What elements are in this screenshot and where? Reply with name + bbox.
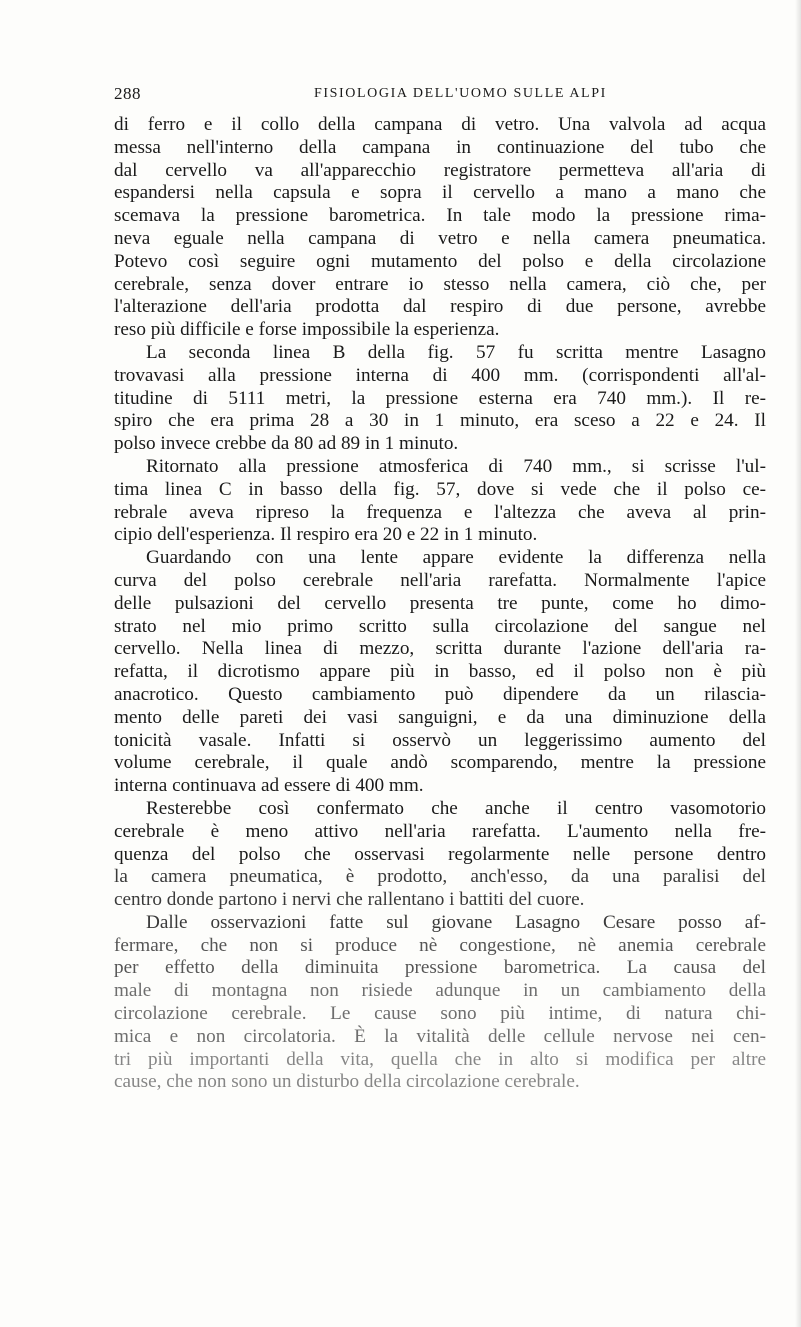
text-line: di ferro e il collo della campana di vetro. Una valvola ad acqua	[114, 114, 766, 135]
text-line: trovavasi alla pressione interna di 400 mm. (corrispondenti all'al-	[114, 364, 766, 386]
text-line: per effetto della diminuita pressione barometrica. La causa del	[114, 957, 766, 979]
body-text	[114, 114, 766, 1094]
text-line: interna continuava ad essere di 400 mm.	[114, 775, 424, 797]
text-line: refatta, il dicrotismo appare più in basso, ed il polso non è più	[114, 661, 766, 683]
text-line: titudine di 5111 metri, la pressione esterna era 740 mm.). Il re-	[114, 387, 766, 409]
paragraph	[114, 342, 766, 456]
paragraph	[114, 912, 766, 1094]
text-line: Guardando con una lente appare evidente la differenza nella	[146, 547, 766, 569]
text-line: reso più difficile e forse impossibile la esperienza.	[114, 319, 500, 341]
text-line: anacrotico. Questo cambiamento può dipendere da un rilascia-	[114, 683, 766, 705]
text-line: dal cervello va all'apparecchio registratore permetteva all'aria di	[114, 159, 766, 181]
text-line: l'alterazione dell'aria prodotta dal respiro di due persone, avrebbe	[114, 296, 766, 318]
text-line: Potevo così seguire ogni mutamento del polso e della circolazione	[114, 250, 766, 272]
text-line: cipio dell'esperienza. Il respiro era 20 e 22 in 1 minuto.	[114, 524, 538, 546]
paragraph	[114, 547, 766, 798]
text-line: espandersi nella capsula e sopra il cervello a mano a mano che	[114, 182, 766, 204]
text-line: cerebrale, senza dover entrare io stesso nella camera, ciò che, per	[114, 273, 766, 295]
paragraph	[114, 114, 766, 342]
page-header	[114, 84, 764, 108]
text-line: Ritornato alla pressione atmosferica di 740 mm., si scrisse l'ul-	[146, 455, 766, 477]
text-line: cerebrale è meno attivo nell'aria rarefatta. L'aumento nella fre-	[114, 820, 766, 842]
text-line: tima linea C in basso della fig. 57, dove si vede che il polso ce-	[114, 478, 766, 500]
paragraph	[114, 798, 766, 912]
text-line: strato nel mio primo scritto sulla circolazione del sangue nel	[114, 615, 766, 637]
text-line: male di montagna non risiede adunque in un cambiamento della	[114, 980, 766, 1002]
text-line: cervello. Nella linea di mezzo, scritta durante l'azione dell'aria ra-	[114, 638, 766, 660]
text-line: centro donde partono i nervi che rallentano i battiti del cuore.	[114, 889, 585, 911]
text-line: delle pulsazioni del cervello presenta tre punte, come ho dimo-	[114, 592, 766, 614]
text-line: cause, che non sono un disturbo della circolazione cerebrale.	[114, 1071, 580, 1093]
text-line: la camera pneumatica, è prodotto, anch'esso, da una paralisi del	[114, 866, 766, 888]
text-line: mento delle pareti dei vasi sanguigni, e da una diminuzione della	[114, 706, 766, 728]
paragraph	[114, 456, 766, 547]
text-line: mica e non circolatoria. È la vitalità delle cellule nervose nei cen-	[114, 1025, 766, 1047]
text-line: Resterebbe così confermato che anche il centro vasomotorio	[146, 797, 766, 819]
text-line: tonicità vasale. Infatti si osservò un leggerissimo aumento del	[114, 729, 766, 751]
text-line: spiro che era prima 28 a 30 in 1 minuto, era sceso a 22 e 24. Il	[114, 410, 766, 432]
page-number: 288	[114, 84, 141, 103]
text-line: rebrale aveva ripreso la frequenza e l'altezza che aveva al prin-	[114, 501, 766, 523]
text-line: fermare, che non si produce nè congestione, nè anemia cerebrale	[114, 934, 766, 956]
page-edge-shadow	[795, 0, 801, 1327]
text-line: messa nell'interno della campana in continuazione del tubo che	[114, 136, 766, 158]
running-head: FISIOLOGIA DELL'UOMO SULLE ALPI	[314, 86, 607, 101]
text-line: tri più importanti della vita, quella che in alto si modifica per altre	[114, 1048, 766, 1070]
text-line: scemava la pressione barometrica. In tale modo la pressione rima-	[114, 205, 766, 227]
text-line: curva del polso cerebrale nell'aria rarefatta. Normalmente l'apice	[114, 569, 766, 591]
text-line: neva eguale nella campana di vetro e nella camera pneumatica.	[114, 227, 766, 249]
text-line: circolazione cerebrale. Le cause sono più intime, di natura chi-	[114, 1003, 766, 1025]
text-line: polso invece crebbe da 80 ad 89 in 1 minuto.	[114, 433, 459, 455]
text-line: volume cerebrale, il quale andò scomparendo, mentre la pressione	[114, 752, 766, 774]
text-line: La seconda linea B della fig. 57 fu scritta mentre Lasagno	[146, 341, 766, 363]
text-line: quenza del polso che osservasi regolarmente nelle persone dentro	[114, 843, 766, 865]
text-line: Dalle osservazioni fatte sul giovane Lasagno Cesare posso af-	[146, 911, 766, 933]
